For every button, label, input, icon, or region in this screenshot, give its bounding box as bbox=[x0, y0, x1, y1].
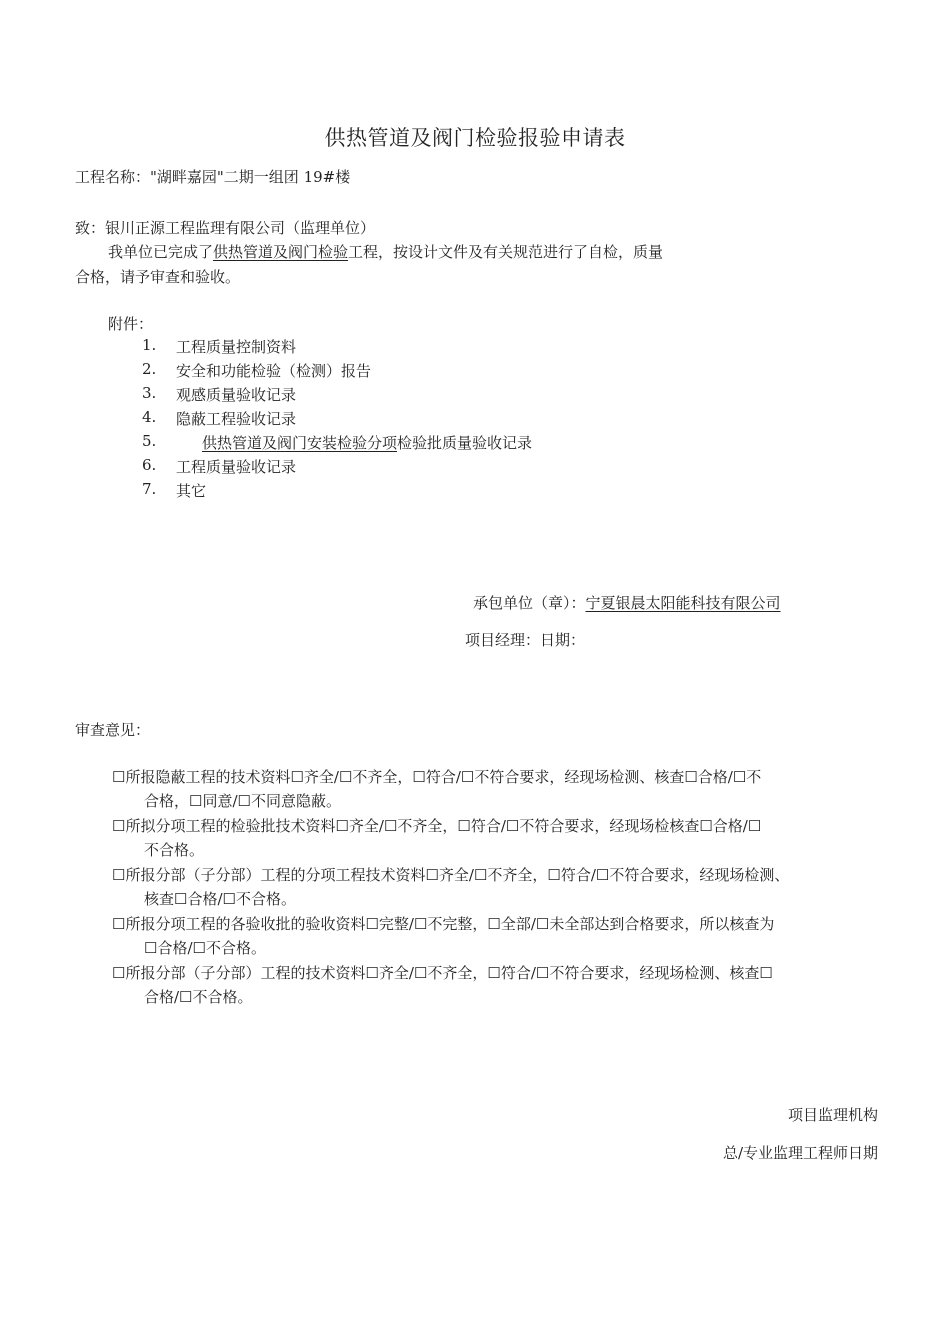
opinion-line: ☐所报分项工程的各验收批的验收资料☐完整/☐不完整，☐全部/☐未全部达到合格要求，所以核查为 bbox=[112, 915, 775, 933]
body-text-end: 工程，按设计文件及有关规范进行了自检，质量 bbox=[348, 243, 664, 261]
attachments-label: 附件： bbox=[108, 315, 154, 333]
opinion-continuation: 核查☐合格/☐不合格。 bbox=[144, 890, 296, 908]
body-line-2: 合格，请予审查和验收。 bbox=[75, 268, 241, 286]
attachment-text: 观感质量验收记录 bbox=[176, 386, 297, 404]
opinion-continuation: 合格/☐不合格。 bbox=[144, 988, 253, 1006]
project-name: 工程名称："湖畔嘉园"二期一组团 19#楼 bbox=[75, 168, 351, 186]
document-title: 供热管道及阀门检验报验申请表 bbox=[324, 126, 626, 150]
supervision-org: 项目监理机构 bbox=[787, 1106, 878, 1124]
attachment-number: 3. bbox=[142, 384, 157, 402]
attachment-number: 6. bbox=[142, 456, 157, 474]
opinion-item bbox=[112, 912, 882, 960]
opinion-line: ☐所报隐蔽工程的技术资料☐齐全/☐不齐全，☐符合/☐不符合要求，经现场检测、核查☐合格/☐不 bbox=[112, 768, 762, 786]
attachment-number: 7. bbox=[142, 480, 157, 498]
opinion-continuation: 合格，☐同意/☐不同意隐蔽。 bbox=[144, 792, 341, 810]
project-manager-date: 项目经理：日期： bbox=[465, 631, 586, 649]
opinion-item bbox=[112, 863, 892, 911]
opinion-item bbox=[112, 814, 882, 862]
addressee-line: 致：银川正源工程监理有限公司（监理单位） bbox=[75, 219, 376, 237]
opinion-item bbox=[112, 961, 882, 1009]
attachment-text bbox=[202, 432, 532, 453]
review-label: 审查意见： bbox=[75, 721, 151, 739]
body-text-start: 我单位已完成了 bbox=[108, 243, 214, 261]
attachment-number: 1. bbox=[142, 336, 157, 354]
opinion-line: ☐所报分部（子分部）工程的技术资料☐齐全/☐不齐全，☐符合/☐不符合要求，经现场检测、核查☐ bbox=[112, 964, 773, 982]
attachment-number: 2. bbox=[142, 360, 157, 378]
attachment-text: 其它 bbox=[176, 482, 207, 500]
attachment-text: 工程质量验收记录 bbox=[176, 458, 297, 476]
attachment-text: 工程质量控制资料 bbox=[176, 338, 297, 356]
attachment-text: 安全和功能检验（检测）报告 bbox=[176, 362, 372, 380]
supervision-engineer-date: 总/专业监理工程师日期 bbox=[722, 1144, 878, 1162]
attachment-underlined-text: 供热管道及阀门安装检验分项 bbox=[202, 434, 398, 452]
opinion-continuation: 不合格。 bbox=[144, 841, 205, 859]
contractor-label: 承包单位（章）： bbox=[473, 594, 586, 612]
attachment-number: 4. bbox=[142, 408, 157, 426]
opinion-continuation: ☐合格/☐不合格。 bbox=[144, 939, 266, 957]
attachment-number: 5. bbox=[142, 432, 157, 450]
attachment-text: 隐蔽工程验收记录 bbox=[176, 410, 297, 428]
contractor-name: 宁夏银晨太阳能科技有限公司 bbox=[585, 594, 781, 612]
opinion-item bbox=[112, 765, 882, 813]
attachment-rest-text: 检验批质量验收记录 bbox=[397, 434, 533, 452]
body-project-link: 供热管道及阀门检验 bbox=[213, 243, 349, 261]
opinion-line: ☐所报分部（子分部）工程的分项工程技术资料☐齐全/☐不齐全，☐符合/☐不符合要求，经现场检测、 bbox=[112, 866, 790, 884]
body-line-1 bbox=[108, 241, 663, 262]
contractor-line bbox=[473, 592, 781, 613]
opinion-line: ☐所拟分项工程的检验批技术资料☐齐全/☐不齐全，☐符合/☐不符合要求，经现场检核查☐合格/☐ bbox=[112, 817, 762, 835]
